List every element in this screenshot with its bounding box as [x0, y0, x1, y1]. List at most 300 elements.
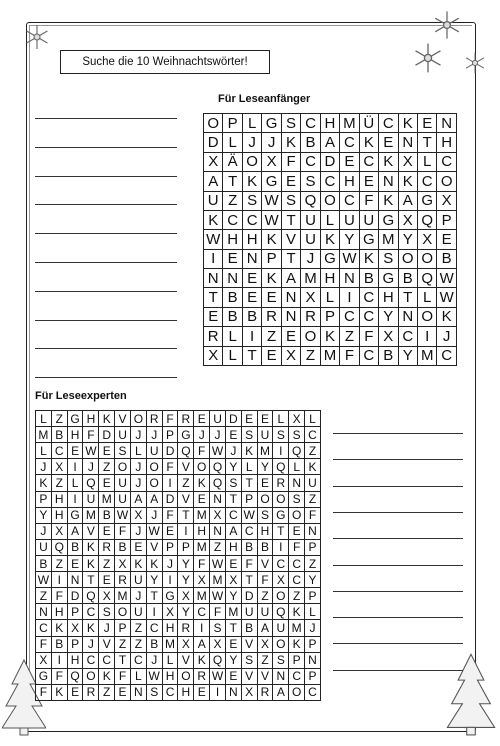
answer-line[interactable] — [35, 176, 177, 177]
grid-cell[interactable]: W — [210, 669, 226, 685]
grid-cell[interactable]: K — [194, 475, 210, 491]
grid-cell[interactable]: F — [36, 637, 52, 653]
grid-cell[interactable]: X — [204, 153, 223, 172]
grid-cell[interactable]: Z — [262, 327, 281, 346]
grid-cell[interactable]: U — [83, 492, 99, 508]
grid-cell[interactable]: J — [262, 133, 281, 152]
grid-cell[interactable]: Q — [273, 604, 289, 620]
grid-cell[interactable]: E — [437, 230, 456, 249]
grid-cell[interactable]: Z — [178, 475, 194, 491]
answer-line[interactable] — [333, 643, 463, 644]
grid-cell[interactable]: R — [301, 308, 320, 327]
grid-cell[interactable]: D — [204, 133, 223, 152]
grid-cell[interactable]: T — [83, 572, 99, 588]
answer-line[interactable] — [35, 377, 177, 378]
grid-cell[interactable]: Q — [68, 669, 84, 685]
grid-cell[interactable]: G — [379, 269, 398, 288]
grid-cell[interactable]: Y — [399, 230, 418, 249]
grid-cell[interactable]: Z — [36, 588, 52, 604]
grid-cell[interactable]: L — [223, 347, 242, 366]
grid-cell[interactable]: U — [115, 427, 131, 443]
grid-cell[interactable]: H — [258, 524, 274, 540]
grid-cell[interactable]: N — [379, 172, 398, 191]
grid-cell[interactable]: W — [115, 508, 131, 524]
grid-cell[interactable]: L — [223, 327, 242, 346]
grid-cell[interactable]: E — [68, 443, 84, 459]
grid-cell[interactable]: U — [210, 411, 226, 427]
grid-cell[interactable]: R — [99, 540, 115, 556]
grid-cell[interactable]: O — [289, 685, 305, 701]
grid-cell[interactable]: K — [262, 230, 281, 249]
grid-cell[interactable]: K — [242, 443, 258, 459]
grid-cell[interactable]: W — [242, 508, 258, 524]
grid-cell[interactable]: E — [226, 427, 242, 443]
grid-cell[interactable]: P — [305, 669, 321, 685]
grid-cell[interactable]: G — [321, 250, 340, 269]
grid-cell[interactable]: Z — [99, 685, 115, 701]
grid-cell[interactable]: L — [273, 411, 289, 427]
grid-cell[interactable]: X — [242, 685, 258, 701]
grid-cell[interactable]: N — [68, 572, 84, 588]
grid-cell[interactable]: C — [360, 308, 379, 327]
grid-cell[interactable]: B — [379, 347, 398, 366]
grid-cell[interactable]: A — [273, 685, 289, 701]
grid-cell[interactable]: N — [282, 288, 301, 307]
grid-cell[interactable]: E — [194, 411, 210, 427]
grid-cell[interactable]: G — [418, 192, 437, 211]
grid-cell[interactable]: W — [210, 556, 226, 572]
grid-cell[interactable]: U — [273, 620, 289, 636]
grid-cell[interactable]: U — [258, 604, 274, 620]
grid-cell[interactable]: K — [83, 556, 99, 572]
grid-cell[interactable]: M — [321, 347, 340, 366]
grid-cell[interactable]: E — [258, 411, 274, 427]
grid-cell[interactable]: K — [204, 211, 223, 230]
grid-cell[interactable]: Z — [305, 556, 321, 572]
grid-cell[interactable]: S — [147, 685, 163, 701]
grid-cell[interactable]: E — [115, 685, 131, 701]
grid-cell[interactable]: Z — [340, 327, 359, 346]
grid-cell[interactable]: L — [68, 475, 84, 491]
grid-cell[interactable]: N — [243, 250, 262, 269]
grid-cell[interactable]: V — [147, 540, 163, 556]
grid-cell[interactable]: J — [131, 427, 147, 443]
grid-cell[interactable]: T — [242, 475, 258, 491]
grid-cell[interactable]: U — [305, 475, 321, 491]
grid-cell[interactable]: P — [437, 211, 456, 230]
grid-cell[interactable]: H — [178, 685, 194, 701]
grid-cell[interactable]: G — [163, 588, 179, 604]
grid-cell[interactable]: I — [194, 620, 210, 636]
grid-cell[interactable]: M — [36, 427, 52, 443]
grid-cell[interactable]: Q — [273, 459, 289, 475]
grid-cell[interactable]: Z — [258, 588, 274, 604]
grid-cell[interactable]: X — [226, 572, 242, 588]
grid-cell[interactable]: J — [131, 588, 147, 604]
grid-cell[interactable]: V — [99, 637, 115, 653]
grid-cell[interactable]: E — [99, 443, 115, 459]
grid-cell[interactable]: F — [194, 556, 210, 572]
grid-cell[interactable]: W — [437, 269, 456, 288]
grid-cell[interactable]: H — [379, 288, 398, 307]
grid-cell[interactable]: X — [194, 572, 210, 588]
grid-cell[interactable]: T — [147, 588, 163, 604]
grid-cell[interactable]: C — [223, 211, 242, 230]
grid-cell[interactable]: N — [36, 604, 52, 620]
grid-cell[interactable]: K — [360, 133, 379, 152]
grid-cell[interactable]: K — [147, 556, 163, 572]
grid-cell[interactable]: J — [147, 427, 163, 443]
grid-cell[interactable]: I — [163, 475, 179, 491]
grid-cell[interactable]: J — [99, 620, 115, 636]
answer-line[interactable] — [333, 486, 463, 487]
answer-line[interactable] — [333, 565, 463, 566]
grid-cell[interactable]: O — [115, 604, 131, 620]
grid-cell[interactable]: I — [178, 524, 194, 540]
grid-cell[interactable]: Z — [52, 556, 68, 572]
grid-cell[interactable]: O — [418, 308, 437, 327]
grid-cell[interactable]: T — [226, 492, 242, 508]
answer-line[interactable] — [333, 617, 463, 618]
grid-cell[interactable]: X — [52, 524, 68, 540]
grid-cell[interactable]: Z — [305, 492, 321, 508]
grid-cell[interactable]: K — [131, 556, 147, 572]
grid-cell[interactable]: C — [289, 572, 305, 588]
grid-cell[interactable]: J — [226, 443, 242, 459]
grid-cell[interactable]: F — [289, 540, 305, 556]
grid-cell[interactable]: F — [242, 556, 258, 572]
grid-cell[interactable]: J — [131, 524, 147, 540]
grid-cell[interactable]: Q — [178, 443, 194, 459]
grid-cell[interactable]: P — [223, 114, 242, 133]
grid-cell[interactable]: B — [223, 308, 242, 327]
grid-cell[interactable]: X — [99, 588, 115, 604]
grid-cell[interactable]: Y — [178, 572, 194, 588]
grid-cell[interactable]: Q — [52, 540, 68, 556]
grid-cell[interactable]: N — [282, 308, 301, 327]
grid-cell[interactable]: L — [305, 604, 321, 620]
grid-cell[interactable]: K — [437, 308, 456, 327]
grid-cell[interactable]: E — [131, 540, 147, 556]
grid-cell[interactable]: N — [305, 524, 321, 540]
grid-cell[interactable]: W — [262, 192, 281, 211]
grid-cell[interactable]: E — [262, 288, 281, 307]
grid-cell[interactable]: W — [437, 288, 456, 307]
grid-cell[interactable]: Ü — [360, 114, 379, 133]
grid-cell[interactable]: Z — [115, 637, 131, 653]
grid-cell[interactable]: K — [399, 114, 418, 133]
grid-cell[interactable]: E — [262, 347, 281, 366]
grid-cell[interactable]: C — [289, 669, 305, 685]
grid-cell[interactable]: B — [147, 637, 163, 653]
grid-cell[interactable]: O — [147, 475, 163, 491]
grid-cell[interactable]: B — [52, 427, 68, 443]
grid-cell[interactable]: Q — [210, 653, 226, 669]
grid-cell[interactable]: H — [437, 133, 456, 152]
grid-cell[interactable]: V — [178, 653, 194, 669]
grid-cell[interactable]: J — [36, 524, 52, 540]
grid-cell[interactable]: Z — [99, 459, 115, 475]
grid-cell[interactable]: M — [301, 269, 320, 288]
grid-cell[interactable]: C — [163, 685, 179, 701]
grid-cell[interactable]: E — [226, 637, 242, 653]
grid-cell[interactable]: F — [52, 588, 68, 604]
grid-cell[interactable]: T — [282, 211, 301, 230]
grid-cell[interactable]: X — [36, 653, 52, 669]
grid-cell[interactable]: B — [258, 540, 274, 556]
grid-cell[interactable]: F — [163, 459, 179, 475]
grid-cell[interactable]: T — [273, 524, 289, 540]
grid-cell[interactable]: X — [68, 620, 84, 636]
grid-cell[interactable]: L — [36, 443, 52, 459]
grid-cell[interactable]: H — [163, 669, 179, 685]
grid-cell[interactable]: L — [243, 114, 262, 133]
grid-cell[interactable]: B — [399, 269, 418, 288]
grid-cell[interactable]: E — [360, 172, 379, 191]
grid-cell[interactable]: G — [262, 114, 281, 133]
grid-cell[interactable]: I — [273, 540, 289, 556]
grid-cell[interactable]: C — [273, 556, 289, 572]
grid-cell[interactable]: A — [258, 620, 274, 636]
grid-cell[interactable]: R — [178, 411, 194, 427]
grid-cell[interactable]: X — [273, 572, 289, 588]
grid-cell[interactable]: X — [163, 604, 179, 620]
grid-cell[interactable]: G — [379, 211, 398, 230]
grid-cell[interactable]: U — [360, 211, 379, 230]
grid-cell[interactable]: D — [321, 153, 340, 172]
grid-cell[interactable]: H — [223, 230, 242, 249]
grid-cell[interactable]: F — [163, 508, 179, 524]
grid-cell[interactable]: K — [399, 172, 418, 191]
grid-cell[interactable]: X — [289, 411, 305, 427]
grid-cell[interactable]: N — [437, 114, 456, 133]
answer-line[interactable] — [333, 591, 463, 592]
grid-cell[interactable]: W — [83, 443, 99, 459]
grid-cell[interactable]: C — [99, 653, 115, 669]
grid-cell[interactable]: D — [68, 588, 84, 604]
grid-cell[interactable]: M — [418, 347, 437, 366]
grid-cell[interactable]: E — [223, 250, 242, 269]
grid-cell[interactable]: B — [52, 637, 68, 653]
grid-cell[interactable]: B — [36, 556, 52, 572]
grid-cell[interactable]: J — [147, 508, 163, 524]
grid-cell[interactable]: F — [305, 508, 321, 524]
grid-cell[interactable]: C — [437, 153, 456, 172]
grid-cell[interactable]: W — [36, 572, 52, 588]
grid-cell[interactable]: Y — [340, 230, 359, 249]
grid-cell[interactable]: O — [243, 153, 262, 172]
grid-cell[interactable]: J — [305, 620, 321, 636]
grid-cell[interactable]: S — [210, 620, 226, 636]
grid-cell[interactable]: C — [418, 172, 437, 191]
grid-cell[interactable]: H — [340, 172, 359, 191]
grid-cell[interactable]: B — [360, 269, 379, 288]
grid-cell[interactable]: N — [210, 492, 226, 508]
grid-cell[interactable]: M — [194, 540, 210, 556]
grid-cell[interactable]: X — [282, 347, 301, 366]
grid-cell[interactable]: T — [242, 572, 258, 588]
grid-cell[interactable]: A — [147, 492, 163, 508]
grid-cell[interactable]: K — [83, 540, 99, 556]
grid-cell[interactable]: U — [301, 211, 320, 230]
grid-cell[interactable]: C — [305, 427, 321, 443]
grid-cell[interactable]: Y — [147, 572, 163, 588]
grid-cell[interactable]: I — [204, 250, 223, 269]
answer-line[interactable] — [333, 670, 463, 671]
grid-cell[interactable]: Z — [210, 540, 226, 556]
grid-cell[interactable]: C — [194, 604, 210, 620]
grid-cell[interactable]: Z — [99, 556, 115, 572]
grid-cell[interactable]: K — [99, 411, 115, 427]
grid-cell[interactable]: I — [418, 327, 437, 346]
grid-cell[interactable]: J — [301, 250, 320, 269]
grid-cell[interactable]: H — [52, 492, 68, 508]
grid-cell[interactable]: O — [437, 172, 456, 191]
grid-cell[interactable]: S — [273, 653, 289, 669]
grid-cell[interactable]: H — [194, 524, 210, 540]
grid-cell[interactable]: K — [36, 475, 52, 491]
grid-cell[interactable]: W — [340, 250, 359, 269]
grid-cell[interactable]: U — [301, 230, 320, 249]
grid-cell[interactable]: U — [204, 192, 223, 211]
grid-cell[interactable]: Y — [305, 572, 321, 588]
grid-cell[interactable]: T — [204, 288, 223, 307]
grid-cell[interactable]: I — [273, 443, 289, 459]
grid-cell[interactable]: Z — [289, 588, 305, 604]
grid-cell[interactable]: C — [83, 604, 99, 620]
grid-cell[interactable]: H — [163, 620, 179, 636]
grid-cell[interactable]: I — [52, 572, 68, 588]
answer-line[interactable] — [333, 433, 463, 434]
grid-cell[interactable]: K — [305, 459, 321, 475]
grid-cell[interactable]: N — [399, 133, 418, 152]
grid-cell[interactable]: F — [210, 604, 226, 620]
grid-cell[interactable]: P — [36, 492, 52, 508]
grid-cell[interactable]: S — [242, 427, 258, 443]
grid-cell[interactable]: H — [83, 411, 99, 427]
grid-cell[interactable]: L — [418, 288, 437, 307]
grid-cell[interactable]: R — [204, 327, 223, 346]
grid-cell[interactable]: M — [258, 443, 274, 459]
grid-cell[interactable]: C — [360, 347, 379, 366]
grid-cell[interactable]: V — [178, 459, 194, 475]
grid-cell[interactable]: H — [321, 114, 340, 133]
grid-cell[interactable]: O — [83, 669, 99, 685]
grid-cell[interactable]: Y — [258, 459, 274, 475]
grid-cell[interactable]: L — [305, 411, 321, 427]
grid-cell[interactable]: A — [204, 172, 223, 191]
grid-cell[interactable]: T — [243, 347, 262, 366]
grid-cell[interactable]: E — [289, 524, 305, 540]
grid-cell[interactable]: E — [194, 492, 210, 508]
grid-cell[interactable]: L — [242, 459, 258, 475]
grid-cell[interactable]: P — [289, 653, 305, 669]
grid-cell[interactable]: U — [131, 572, 147, 588]
grid-cell[interactable]: X — [399, 211, 418, 230]
grid-cell[interactable]: Y — [178, 556, 194, 572]
grid-cell[interactable]: K — [52, 685, 68, 701]
grid-cell[interactable]: C — [305, 685, 321, 701]
grid-cell[interactable]: R — [178, 620, 194, 636]
grid-cell[interactable]: P — [305, 588, 321, 604]
grid-cell[interactable]: N — [289, 475, 305, 491]
grid-cell[interactable]: A — [68, 524, 84, 540]
grid-cell[interactable]: J — [83, 459, 99, 475]
grid-cell[interactable]: X — [210, 637, 226, 653]
grid-cell[interactable]: F — [52, 669, 68, 685]
grid-cell[interactable]: J — [210, 427, 226, 443]
grid-cell[interactable]: B — [242, 620, 258, 636]
grid-cell[interactable]: Q — [301, 192, 320, 211]
grid-cell[interactable]: V — [83, 524, 99, 540]
grid-cell[interactable]: D — [242, 588, 258, 604]
grid-cell[interactable]: R — [258, 685, 274, 701]
answer-line[interactable] — [35, 204, 177, 205]
grid-cell[interactable]: C — [437, 347, 456, 366]
grid-cell[interactable]: L — [131, 443, 147, 459]
grid-cell[interactable]: X — [262, 153, 281, 172]
grid-cell[interactable]: A — [226, 524, 242, 540]
grid-cell[interactable]: E — [226, 556, 242, 572]
grid-cell[interactable]: Y — [226, 459, 242, 475]
grid-cell[interactable]: R — [147, 411, 163, 427]
grid-cell[interactable]: Y — [226, 588, 242, 604]
grid-cell[interactable]: X — [115, 556, 131, 572]
grid-cell[interactable]: G — [178, 427, 194, 443]
grid-cell[interactable]: E — [243, 269, 262, 288]
grid-cell[interactable]: K — [194, 653, 210, 669]
grid-cell[interactable]: D — [163, 443, 179, 459]
grid-cell[interactable]: Z — [223, 192, 242, 211]
grid-cell[interactable]: H — [321, 269, 340, 288]
grid-cell[interactable]: W — [210, 443, 226, 459]
grid-cell[interactable]: M — [340, 114, 359, 133]
grid-cell[interactable]: A — [131, 492, 147, 508]
answer-line[interactable] — [35, 320, 177, 321]
grid-cell[interactable]: L — [321, 288, 340, 307]
grid-cell[interactable]: G — [262, 172, 281, 191]
grid-cell[interactable]: M — [194, 588, 210, 604]
grid-cell[interactable]: H — [68, 653, 84, 669]
grid-cell[interactable]: X — [178, 637, 194, 653]
grid-cell[interactable]: F — [83, 427, 99, 443]
grid-cell[interactable]: S — [282, 192, 301, 211]
grid-cell[interactable]: N — [226, 685, 242, 701]
grid-cell[interactable]: D — [99, 427, 115, 443]
grid-cell[interactable]: O — [147, 459, 163, 475]
grid-cell[interactable]: F — [258, 572, 274, 588]
grid-cell[interactable]: C — [131, 653, 147, 669]
grid-cell[interactable]: C — [399, 327, 418, 346]
grid-cell[interactable]: B — [115, 540, 131, 556]
grid-cell[interactable]: C — [36, 620, 52, 636]
grid-cell[interactable]: H — [52, 508, 68, 524]
grid-cell[interactable]: W — [210, 588, 226, 604]
grid-cell[interactable]: A — [399, 192, 418, 211]
grid-cell[interactable]: X — [301, 288, 320, 307]
grid-cell[interactable]: V — [242, 669, 258, 685]
grid-cell[interactable]: K — [83, 620, 99, 636]
grid-cell[interactable]: V — [178, 492, 194, 508]
grid-cell[interactable]: Z — [131, 637, 147, 653]
grid-cell[interactable]: P — [242, 492, 258, 508]
grid-cell[interactable]: E — [99, 572, 115, 588]
grid-cell[interactable]: E — [99, 524, 115, 540]
grid-cell[interactable]: H — [226, 540, 242, 556]
grid-cell[interactable]: J — [243, 133, 262, 152]
grid-cell[interactable]: S — [273, 427, 289, 443]
grid-cell[interactable]: Y — [379, 308, 398, 327]
